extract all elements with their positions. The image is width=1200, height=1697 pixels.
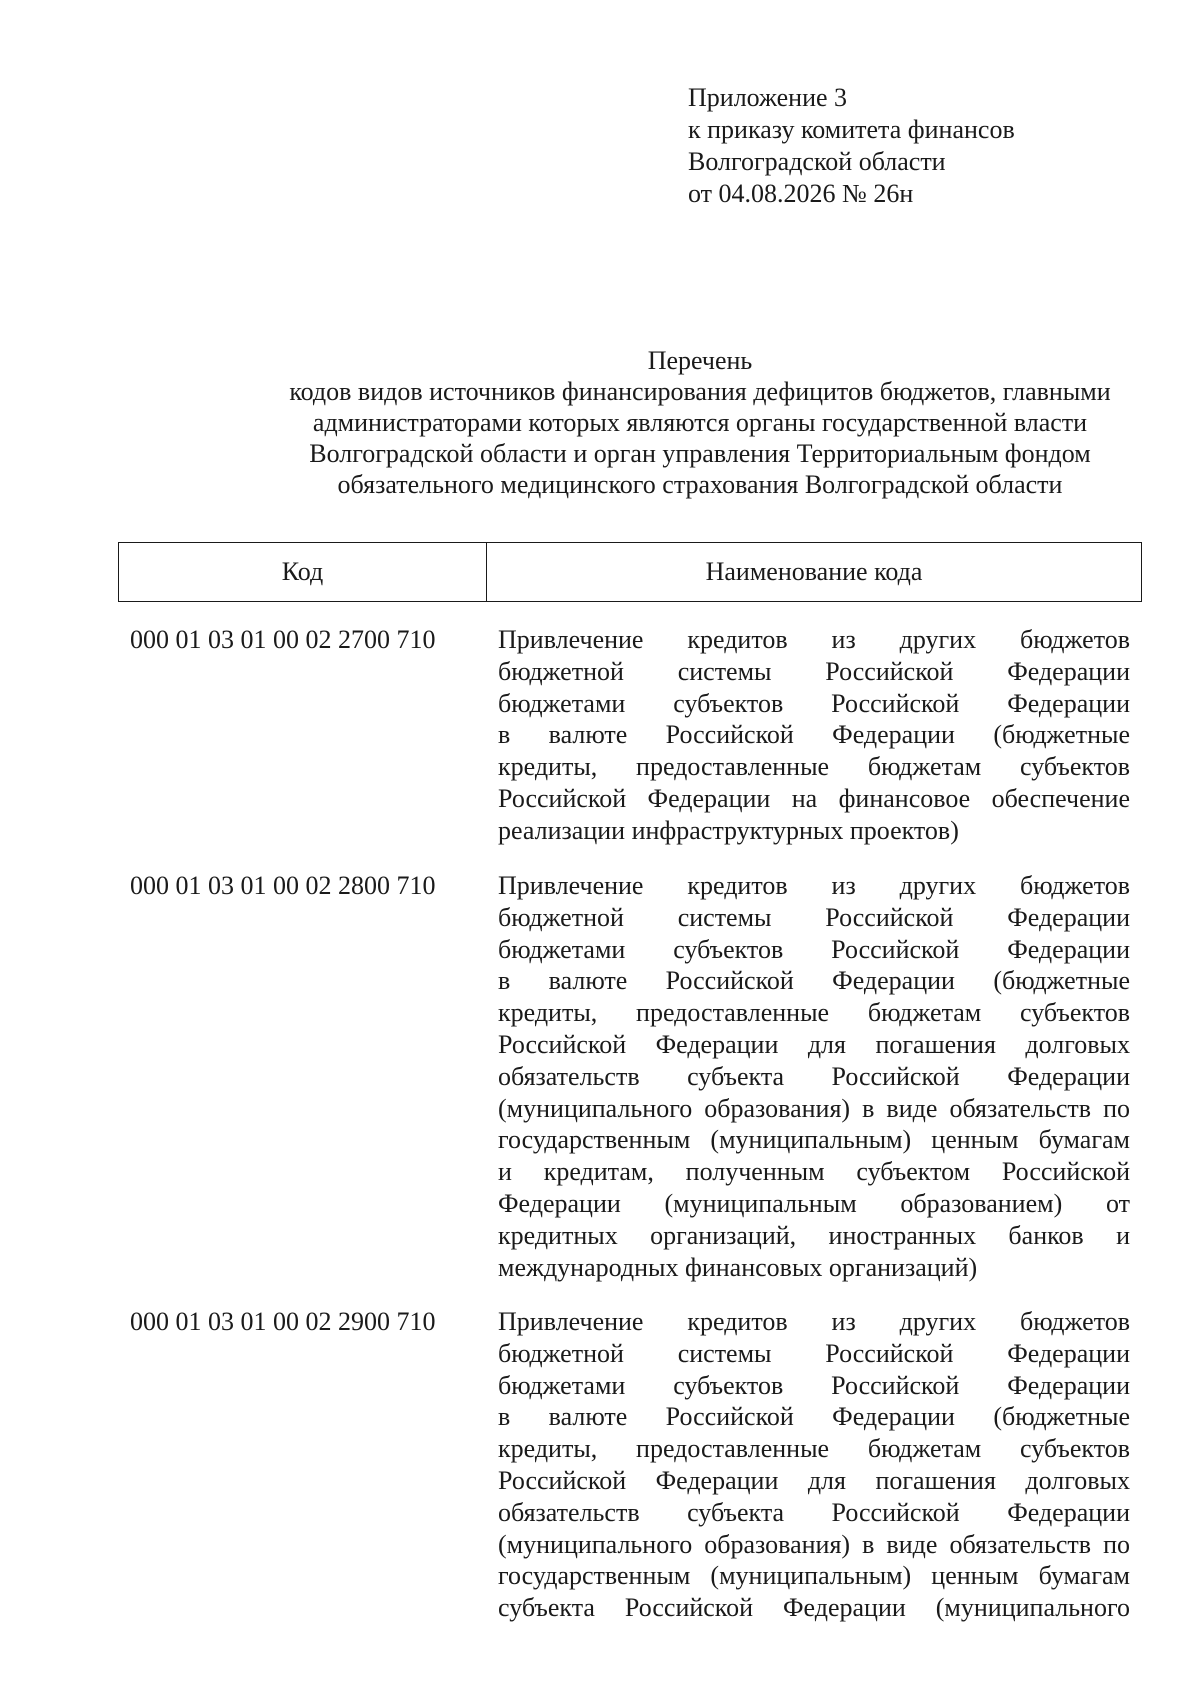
description-line: бюджетной системы Российской Федерации [498, 1338, 1130, 1368]
description-line: (муниципального образования) в виде обязательств по [498, 1093, 1130, 1123]
row-code: 000 01 03 01 00 02 2800 710 [130, 871, 436, 900]
description-line: международных финансовых организаций) [498, 1252, 978, 1282]
description-line: обязательств субъекта Российской Федерации [498, 1497, 1130, 1527]
description-line: бюджетной системы Российской Федерации [498, 656, 1130, 686]
description-line: Российской Федерации для погашения долговых [498, 1029, 1130, 1059]
description-line: кредиты, предоставленные бюджетам субъектов [498, 998, 1130, 1028]
row-code: 000 01 03 01 00 02 2700 710 [130, 625, 436, 654]
description-line: в валюте Российской Федерации (бюджетные [498, 966, 1130, 996]
description-line: бюджетами субъектов Российской Федерации [498, 1370, 1130, 1400]
description-line: Российской Федерации для погашения долговых [498, 1465, 1130, 1495]
description-line: кредитных организаций, иностранных банков и [498, 1220, 1130, 1250]
title-line: обязательного медицинского страхования Волгоградской области [337, 470, 1063, 499]
description-line: в валюте Российской Федерации (бюджетные [498, 720, 1130, 750]
title-line: администраторами которых являются органы государственной власти [312, 408, 1088, 437]
appendix-line: Приложение 3 [688, 83, 848, 112]
column-header-name: Наименование кода [705, 557, 923, 586]
table-header [118, 542, 1142, 602]
title-line: Перечень [647, 346, 753, 375]
description-line: бюджетной системы Российской Федерации [498, 902, 1130, 932]
title-line: кодов видов источников финансирования дефицитов бюджетов, главными [289, 377, 1111, 406]
description-line: государственным (муниципальным) ценным бумагам [498, 1125, 1130, 1155]
appendix-line: к приказу комитета финансов [688, 115, 1015, 144]
description-line: кредиты, предоставленные бюджетам субъектов [498, 752, 1130, 782]
description-line: государственным (муниципальным) ценным бумагам [498, 1561, 1130, 1591]
row-description [498, 870, 1130, 1283]
row-code: 000 01 03 01 00 02 2900 710 [130, 1307, 436, 1336]
description-line: Привлечение кредитов из других бюджетов [498, 871, 1130, 900]
description-line: кредиты, предоставленные бюджетам субъектов [498, 1434, 1130, 1464]
row-description [498, 1306, 1130, 1624]
appendix-line: от 04.08.2026 № 26н [688, 179, 914, 208]
description-line: бюджетами субъектов Российской Федерации [498, 934, 1130, 964]
description-line: Привлечение кредитов из других бюджетов [498, 625, 1130, 654]
description-line: Российской Федерации на финансовое обеспечение [498, 783, 1130, 813]
column-header-code: Код [119, 543, 487, 601]
description-line: в валюте Российской Федерации (бюджетные [498, 1402, 1130, 1432]
document-title [160, 345, 1200, 500]
description-line: субъекта Российской Федерации (муниципального [498, 1593, 1130, 1623]
appendix-line: Волгоградской области [688, 147, 946, 176]
description-line: обязательств субъекта Российской Федерации [498, 1061, 1130, 1091]
row-description [498, 624, 1130, 847]
description-line: Привлечение кредитов из других бюджетов [498, 1307, 1130, 1336]
description-line: Федерации (муниципальным образованием) от [498, 1188, 1130, 1218]
appendix-reference [688, 82, 1015, 210]
description-line: бюджетами субъектов Российской Федерации [498, 688, 1130, 718]
description-line: (муниципального образования) в виде обязательств по [498, 1529, 1130, 1559]
description-line: и кредитам, полученным субъектом Российской [498, 1157, 1130, 1187]
title-line: Волгоградской области и орган управления Территориальным фондом [309, 439, 1091, 468]
description-line: реализации инфраструктурных проектов) [498, 815, 959, 845]
